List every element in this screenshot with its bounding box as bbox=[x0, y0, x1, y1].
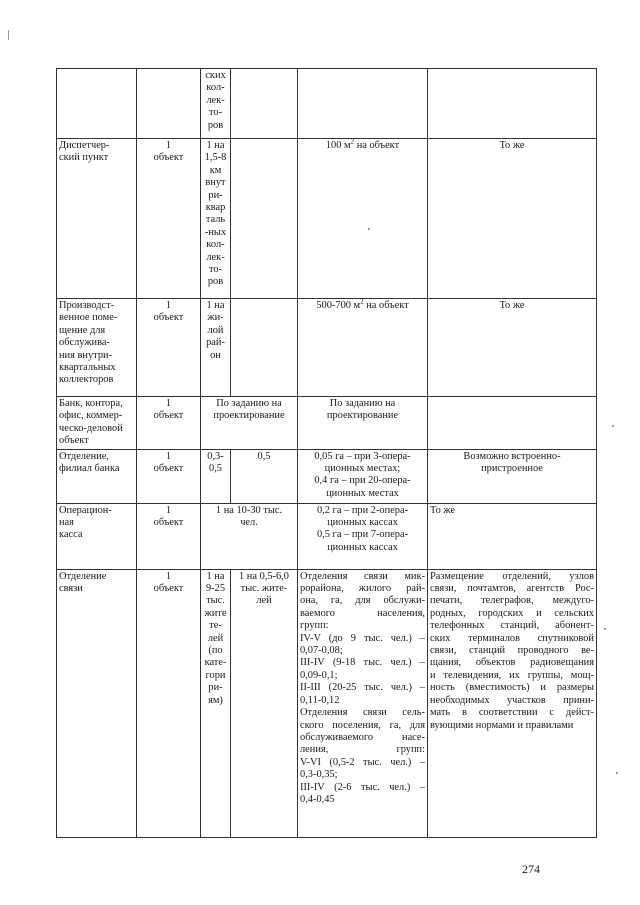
cell-line: 1 bbox=[165, 398, 172, 409]
cell-line: ских терминалов спутниковой bbox=[430, 632, 594, 644]
norm-cell-a bbox=[201, 299, 231, 397]
cell-line: 1,5-8 bbox=[204, 152, 227, 164]
cell-line: внут bbox=[205, 177, 226, 189]
norm-merged-cell bbox=[201, 503, 298, 569]
cell-line: 1 bbox=[165, 300, 172, 311]
norm-merged-cell bbox=[201, 397, 298, 450]
cell-line: 0,5 га – при 7-опера- bbox=[316, 529, 409, 541]
cell-line: вующими нормами и правилами bbox=[430, 719, 574, 731]
note-cell bbox=[428, 397, 597, 450]
object-name-cell bbox=[57, 569, 137, 837]
cell-line: ческо-деловой bbox=[59, 422, 123, 434]
table-row bbox=[57, 139, 597, 299]
cell-line: квар bbox=[205, 202, 226, 214]
norm-cell-a bbox=[201, 569, 231, 837]
cell-line: касса bbox=[59, 529, 83, 541]
cell-line: тыс. жите- bbox=[240, 583, 288, 595]
table-row bbox=[57, 69, 597, 139]
object-name-cell bbox=[57, 397, 137, 450]
cell-text: То же bbox=[430, 504, 456, 516]
cell-line: ность (вместимость) и размеры bbox=[430, 682, 594, 694]
cell-line: 0,09-0,1; bbox=[300, 669, 338, 681]
cell-line: ского поселения, га, для bbox=[300, 719, 425, 731]
cell-line: 0,05 га – при 3-опера- bbox=[314, 450, 411, 462]
cell-line: мать в соответствии с дейст- bbox=[430, 707, 594, 719]
land-area-cell bbox=[298, 69, 428, 139]
land-area-cell bbox=[298, 569, 428, 837]
cell-line: ния внутри- bbox=[59, 349, 113, 361]
cell-line: По заданию на bbox=[216, 398, 282, 409]
cell-line: объект bbox=[153, 517, 184, 529]
cell-line: Отделение, bbox=[59, 450, 109, 462]
note-cell bbox=[428, 569, 597, 837]
cell-line: связи, почтамтов, агентств Рос- bbox=[430, 583, 594, 595]
cell-line: проектирование bbox=[326, 410, 399, 422]
cell-line: филиал банка bbox=[59, 463, 120, 475]
cell-line: 0,07-0,08; bbox=[300, 645, 343, 657]
cell-line: рорайона, жилого рай- bbox=[300, 583, 425, 595]
cell-line: Отделение bbox=[59, 570, 107, 582]
cell-line: ских bbox=[205, 70, 226, 81]
land-area-cell bbox=[298, 139, 428, 299]
cell-line: (по bbox=[208, 645, 223, 657]
cell-line: ваемого населения, bbox=[300, 607, 425, 619]
cell-line: пристроенное bbox=[481, 463, 543, 475]
scan-speck bbox=[368, 228, 370, 230]
cell-line: ления, групп: bbox=[300, 744, 425, 756]
cell-line: III-IV (2-6 тыс. чел.) – bbox=[300, 781, 425, 793]
cell-text: 100 $м^2$ на объект bbox=[325, 138, 400, 151]
cell-line: 0,5 bbox=[209, 463, 222, 475]
cell-line: 1 на bbox=[206, 300, 225, 311]
land-area-cell bbox=[298, 397, 428, 450]
cell-line: таль bbox=[205, 214, 226, 226]
object-name-cell bbox=[57, 139, 137, 299]
cell-line: щение для bbox=[59, 324, 106, 336]
cell-line: печати, телеграфов, междуго- bbox=[430, 595, 594, 607]
cell-line: Размещение отделений, узлов bbox=[430, 570, 594, 582]
cell-line: 1 на bbox=[206, 570, 225, 582]
note-cell bbox=[428, 69, 597, 139]
cell-line: 0,3- bbox=[207, 450, 224, 462]
norms-table bbox=[56, 68, 597, 838]
cell-line: Возможно встроенно- bbox=[463, 450, 561, 462]
cell-line: объект bbox=[153, 463, 184, 475]
cell-line: рай- bbox=[206, 337, 225, 349]
cell-line: Операцион- bbox=[59, 504, 112, 516]
cell-text: 500-700 $м^2$ на объект bbox=[316, 298, 409, 311]
cell-line: он bbox=[210, 349, 221, 361]
scan-speck bbox=[616, 772, 618, 774]
cell-line: кол- bbox=[206, 82, 225, 94]
cell-line: 1 bbox=[165, 570, 172, 582]
cell-line: ная bbox=[59, 517, 74, 529]
cell-line: групп: bbox=[300, 620, 329, 632]
cell-line: те- bbox=[209, 620, 222, 632]
cell-line: ционных местах; bbox=[324, 463, 401, 475]
norm-cell-a bbox=[201, 69, 231, 139]
cell-line: ров bbox=[207, 276, 224, 288]
cell-line: жи- bbox=[207, 312, 224, 324]
cell-line: то- bbox=[208, 264, 223, 276]
unit-cell bbox=[137, 299, 201, 397]
scan-speck bbox=[604, 628, 606, 630]
cell-line: Банк, контора, bbox=[59, 398, 123, 409]
cell-line: 0,2 га – при 2-опера- bbox=[316, 504, 409, 516]
cell-line: 9-25 bbox=[205, 583, 226, 595]
scan-speck bbox=[612, 425, 614, 427]
object-name-cell bbox=[57, 503, 137, 569]
cell-line: объект bbox=[153, 152, 184, 164]
note-cell bbox=[428, 503, 597, 569]
object-name-cell bbox=[57, 69, 137, 139]
cell-line: ри- bbox=[208, 682, 223, 694]
cell-line: лей bbox=[207, 632, 224, 644]
cell-line: тыс. bbox=[206, 595, 225, 607]
cell-line: 0,11-0,12 bbox=[300, 694, 340, 706]
cell-line: По заданию на bbox=[329, 398, 396, 409]
cell-line: кол- bbox=[206, 239, 225, 251]
cell-line: лей bbox=[256, 595, 272, 607]
cell-line: ционных кассах bbox=[327, 541, 398, 553]
cell-text: То же bbox=[499, 300, 525, 311]
cell-line: обслуживаемого насе- bbox=[300, 731, 425, 743]
cell-line: лек- bbox=[206, 251, 225, 263]
norm-cell-b bbox=[231, 299, 298, 397]
cell-line: 1 bbox=[165, 140, 172, 151]
cell-line: -ных bbox=[204, 226, 227, 238]
cell-line: объект bbox=[153, 583, 184, 595]
norm-cell-b bbox=[231, 449, 298, 503]
norm-cell-a bbox=[201, 449, 231, 503]
cell-line: коллекторов bbox=[59, 374, 114, 386]
norm-cell-b bbox=[231, 69, 298, 139]
cell-line: 1 на bbox=[206, 140, 225, 151]
norm-cell-b bbox=[231, 569, 298, 837]
cell-line: проектирование bbox=[213, 410, 285, 422]
cell-line: ционных местах bbox=[326, 487, 399, 499]
unit-cell bbox=[137, 569, 201, 837]
norm-cell-a bbox=[201, 139, 231, 299]
cell-line: ский пункт bbox=[59, 152, 109, 164]
table-row bbox=[57, 397, 597, 450]
land-area-cell bbox=[298, 299, 428, 397]
cell-line: лек- bbox=[206, 94, 225, 106]
cell-line: 1 на 0,5-6,0 bbox=[239, 570, 289, 582]
page-number: 274 bbox=[522, 862, 540, 876]
cell-line: и телевидения, их группы, мощ- bbox=[430, 669, 594, 681]
cell-line: то- bbox=[208, 107, 223, 119]
cell-line: объект bbox=[153, 312, 184, 324]
cell-line: объект bbox=[59, 435, 89, 447]
cell-line: лой bbox=[207, 324, 224, 336]
cell-line: 1 bbox=[165, 504, 172, 516]
land-area-cell bbox=[298, 449, 428, 503]
cell-line: ри- bbox=[208, 189, 223, 201]
note-cell bbox=[428, 449, 597, 503]
cell-line: телефонных станций, абонент- bbox=[430, 620, 594, 632]
unit-cell bbox=[137, 449, 201, 503]
cell-line: Отделения связи сель- bbox=[300, 707, 425, 719]
cell-line: она, га, для обслужи- bbox=[300, 595, 425, 607]
cell-line: офис, коммер- bbox=[59, 410, 123, 422]
cell-line: Отделения связи мик- bbox=[300, 570, 425, 582]
cell-line: 0,4 га – при 20-опера- bbox=[314, 475, 411, 487]
cell-line: ционных кассах bbox=[327, 517, 398, 529]
table-row bbox=[57, 503, 597, 569]
cell-line: необходимых участков прини- bbox=[430, 694, 594, 706]
table-body bbox=[57, 69, 597, 838]
cell-line: IV-V (до 9 тыс. чел.) – bbox=[300, 632, 425, 644]
note-cell bbox=[428, 299, 597, 397]
cell-line: родных, городских и сельских bbox=[430, 607, 594, 619]
cell-line: обслужива- bbox=[59, 337, 110, 349]
cell-line: объект bbox=[153, 410, 184, 422]
cell-line: III-IV (9-18 тыс. чел.) – bbox=[300, 657, 425, 669]
cell-line: гори bbox=[205, 669, 226, 681]
unit-cell bbox=[137, 397, 201, 450]
object-name-cell bbox=[57, 299, 137, 397]
cell-line: Производст- bbox=[59, 300, 115, 311]
cell-line: квартальных bbox=[59, 362, 116, 374]
cell-line: ров bbox=[207, 119, 224, 131]
cell-line: Диспетчер- bbox=[59, 140, 110, 151]
cell-line: связи bbox=[59, 583, 83, 595]
cell-line: щания, объектов радиовещания bbox=[430, 657, 594, 669]
cell-line: км bbox=[209, 164, 222, 176]
cell-line: кате- bbox=[204, 657, 227, 669]
unit-cell bbox=[137, 503, 201, 569]
land-area-cell bbox=[298, 503, 428, 569]
cell-line: венное поме- bbox=[59, 312, 118, 324]
unit-cell bbox=[137, 69, 201, 139]
object-name-cell bbox=[57, 449, 137, 503]
table-row bbox=[57, 299, 597, 397]
note-cell bbox=[428, 139, 597, 299]
cell-line: чел. bbox=[240, 517, 258, 529]
cell-line: 0,5 bbox=[257, 450, 271, 462]
norm-cell-b bbox=[231, 139, 298, 299]
table-row bbox=[57, 569, 597, 837]
cell-line: 0,3-0,35; bbox=[300, 769, 338, 781]
table-row bbox=[57, 449, 597, 503]
cell-line: 0,4-0,45 bbox=[300, 793, 335, 805]
cell-line: ям) bbox=[208, 694, 223, 706]
scan-speck bbox=[8, 30, 9, 40]
cell-text: То же bbox=[499, 140, 525, 151]
unit-cell bbox=[137, 139, 201, 299]
cell-line: жите bbox=[204, 607, 227, 619]
cell-line: 1 на 10-30 тыс. bbox=[215, 504, 283, 516]
cell-line: V-VI (0,5-2 тыс. чел.) – bbox=[300, 756, 425, 768]
cell-line: связи, станций проводного ве- bbox=[430, 645, 594, 657]
cell-line: 1 bbox=[165, 450, 172, 462]
cell-line: II-III (20-25 тыс. чел.) – bbox=[300, 682, 425, 694]
